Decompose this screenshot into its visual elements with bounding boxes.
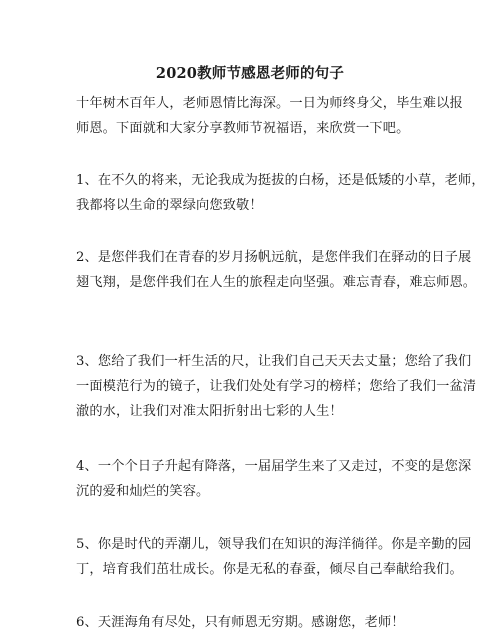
paragraph-line: 3、您给了我们一杆生活的尺，让我们自己天天去丈量；您给了我们 (76, 354, 472, 369)
intro-paragraph (76, 91, 463, 141)
quote-paragraph-3 (76, 349, 477, 424)
quote-paragraph-1 (76, 168, 485, 218)
paragraph-line: 5、你是时代的弄潮儿，领导我们在知识的海洋徜徉。你是辛勤的园 (76, 537, 472, 552)
quote-paragraph-4 (76, 454, 472, 504)
quote-paragraph-6 (76, 610, 432, 635)
paragraph-line: 我都将以生命的翠绿向您致敬！ (76, 198, 263, 213)
paragraph-line: 6、天涯海角有尽处，只有师恩无穷期。感谢您，老师！ (76, 615, 405, 630)
paragraph-line: 沉的爱和灿烂的笑容。 (76, 484, 210, 499)
paragraph-line: 翅飞翔，是您伴我们在人生的旅程走向坚强。难忘青春，难忘师恩。 (76, 275, 477, 290)
quote-paragraph-2 (76, 245, 477, 295)
paragraph-line: 澈的水，让我们对准太阳折射出七彩的人生！ (76, 404, 343, 419)
paragraph-line: 4、一个个日子升起有降落，一届届学生来了又走过，不变的是您深 (76, 459, 472, 474)
paragraph-line: 师恩。下面就和大家分享教师节祝福语，来欣赏一下吧。 (76, 121, 410, 136)
paragraph-line: 2、是您伴我们在青春的岁月扬帆远航，是您伴我们在驿动的日子展 (76, 250, 472, 265)
page-title: 2020教师节感恩老师的句子 (155, 65, 345, 82)
paragraph-line: 一面模范行为的镜子，让我们处处有学习的榜样；您给了我们一盆清 (76, 379, 477, 394)
paragraph-line: 丁，培育我们茁壮成长。你是无私的春蚕，倾尽自己奉献给我们。 (76, 562, 463, 577)
paragraph-line: 1、在不久的将来，无论我成为挺拔的白杨，还是低矮的小草，老师， (76, 173, 485, 188)
paragraph-line: 十年树木百年人，老师恩情比海深。一日为师终身父，毕生难以报 (76, 96, 463, 111)
quote-paragraph-5 (76, 532, 472, 582)
